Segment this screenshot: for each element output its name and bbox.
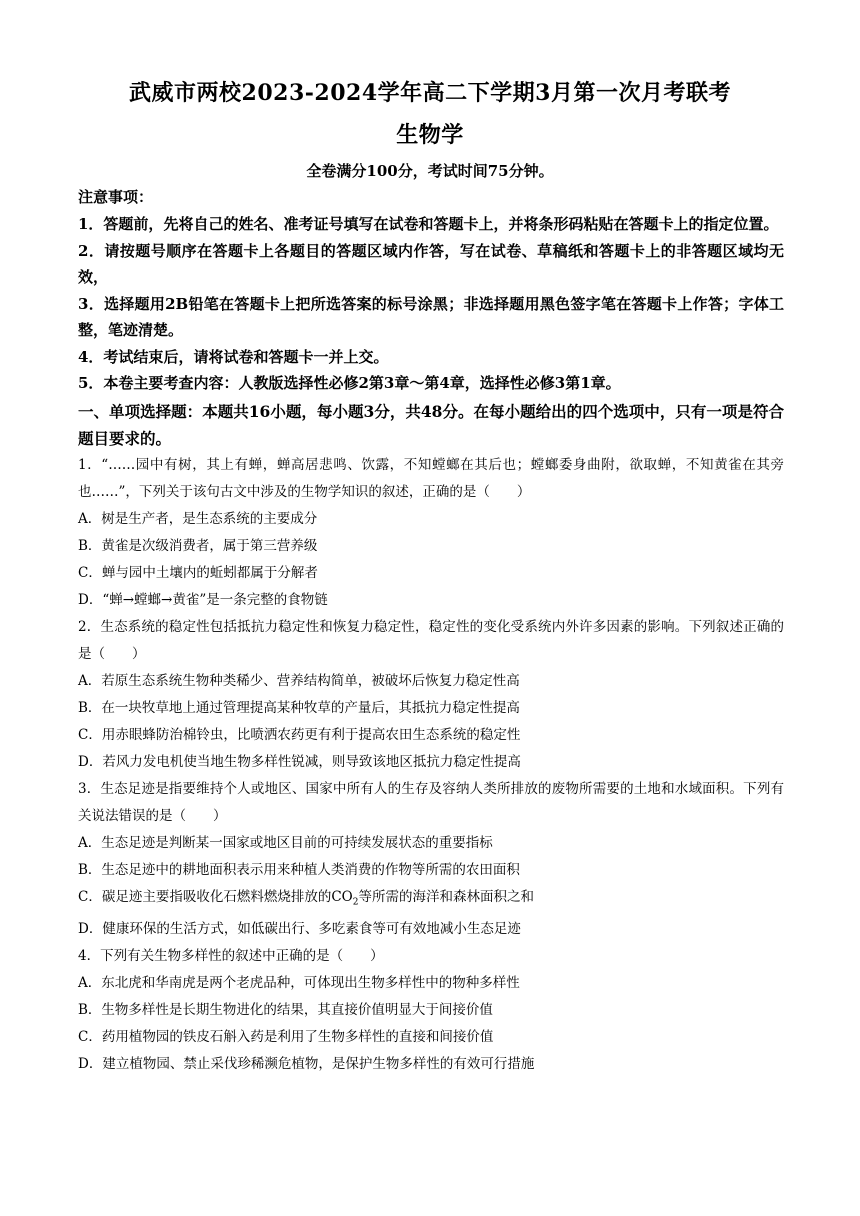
exam-subject: 生物学 — [396, 122, 464, 148]
option-c-tail: 等所需的海洋和森林面积之和 — [358, 888, 534, 905]
note-item-1: 1．答题前，先将自己的姓名、准考证号填写在试卷和答题卡上，并将条形码粘贴在答题卡上的指定位置。 — [78, 215, 779, 233]
co2-subscript: 2 — [352, 897, 359, 908]
note-item-5: 5．本卷主要考查内容：人教版选择性必修2第3章～第4章，选择性必修3第1章。 — [78, 374, 621, 392]
notes-heading: 注意事项： — [78, 188, 154, 206]
option-c: C．药用植物园的铁皮石斛入药是利用了生物多样性的直接和间接价值 — [78, 1029, 494, 1046]
exam-content — [78, 184, 784, 1078]
option-a: A．若原生态系统生物种类稀少、营养结构简单，被破坏后恢复力稳定性高 — [78, 672, 520, 689]
option-b: B．黄雀是次级消费者，属于第三营养级 — [78, 537, 318, 554]
option-b: B．生物多样性是长期生物进化的结果，其直接价值明显大于间接价值 — [78, 1002, 493, 1019]
option-d: D．健康环保的生活方式，如低碳出行、多吃素食等可有效地减小生态足迹 — [78, 921, 521, 938]
question-4 — [78, 943, 784, 1078]
option-d: D．建立植物园、禁止采伐珍稀濒危植物，是保护生物多样性的有效可行措施 — [78, 1056, 535, 1073]
option-a: A．东北虎和华南虎是两个老虎品种，可体现出生物多样性中的物种多样性 — [78, 975, 520, 992]
co2-formula — [331, 888, 359, 908]
option-a: A．生态足迹是判断某一国家或地区目前的可持续发展状态的重要指标 — [78, 834, 493, 851]
question-3 — [78, 776, 784, 944]
question-stem: 2．生态系统的稳定性包括抵抗力稳定性和恢复力稳定性，稳定性的变化受系统内外许多因素的影响。下列叙述正确的是（ ） — [78, 618, 784, 662]
option-c: C．用赤眼蜂防治棉铃虫，比喷洒农药更有利于提高农田生态系统的稳定性 — [78, 726, 521, 743]
co2-base: CO — [331, 888, 353, 905]
option-d: D．若风力发电机使当地生物多样性锐减，则导致该地区抵抗力稳定性提高 — [78, 753, 521, 770]
note-item-3: 3．选择题用2B铅笔在答题卡上把所选答案的标号涂黑；非选择题用黑色签字笔在答题卡上作答；字体工整，笔迹清楚。 — [78, 294, 784, 339]
exam-subtitle: 全卷满分100分，考试时间75分钟。 — [306, 162, 554, 180]
question-2 — [78, 614, 784, 776]
option-d: D．“蝉→螳螂→黄雀”是一条完整的食物链 — [78, 591, 328, 608]
option-a: A．树是生产者，是生态系统的主要成分 — [78, 510, 318, 527]
note-item-4: 4．考试结束后，请将试卷和答题卡一并上交。 — [78, 347, 389, 366]
option-c: C．蝉与园中土壤内的蚯蚓都属于分解者 — [78, 564, 318, 581]
option-b: B．在一块牧草地上通过管理提高某种牧草的产量后，其抵抗力稳定性提高 — [78, 699, 520, 716]
question-stem: 1．“……园中有树，其上有蝉，蝉高居悲鸣、饮露，不知螳螂在其后也；螳螂委身曲附，欲取蝉，不知黄雀在其旁也……”，下列关于该句古文中涉及的生物学知识的叙述，正确的是（ ） — [78, 456, 784, 500]
section-heading: 一、单项选择题：本题共16小题，每小题3分，共48分。在每小题给出的四个选项中，只有一项是符合题目要求的。 — [78, 401, 784, 448]
question-1 — [78, 452, 784, 614]
option-c-text: C．碳足迹主要指吸收化石燃料燃烧排放的 — [78, 888, 332, 905]
option-c — [78, 884, 784, 917]
exam-title: 武威市两校2023-2024学年高二下学期3月第一次月考联考 — [129, 80, 731, 106]
note-item-2: 2．请按题号顺序在答题卡上各题目的答题区域内作答，写在试卷、草稿纸和答题卡上的非答题区域均无效， — [78, 241, 784, 286]
question-stem: 4．下列有关生物多样性的叙述中正确的是（ ） — [78, 948, 384, 965]
question-stem: 3．生态足迹是指要维持个人或地区、国家中所有人的生存及容纳人类所排放的废物所需要的土地和水域面积。下列有关说法错误的是（ ） — [78, 780, 784, 824]
option-b: B．生态足迹中的耕地面积表示用来种植人类消费的作物等所需的农田面积 — [78, 861, 520, 878]
